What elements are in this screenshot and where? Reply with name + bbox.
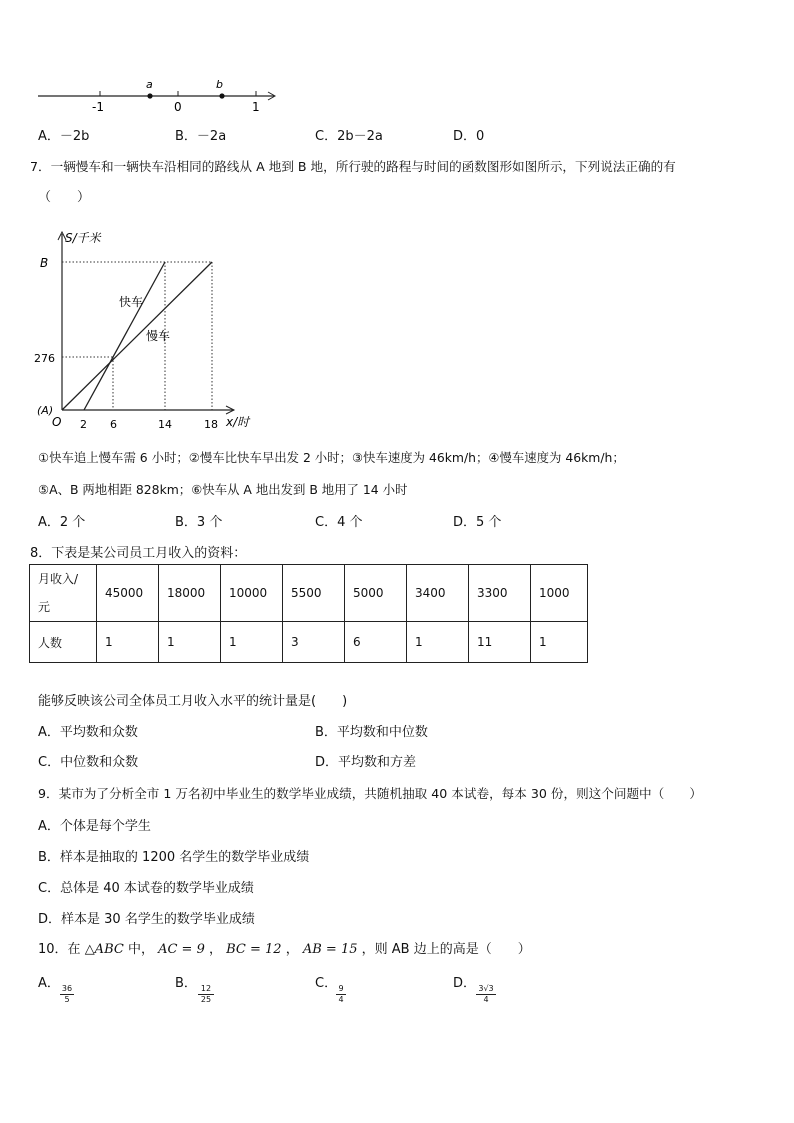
- q8-option-b[interactable]: B．平均数和中位数: [315, 725, 428, 740]
- q10-triangle: △ABC: [84, 942, 124, 957]
- count-cell: 1: [407, 622, 469, 663]
- q7-option-b[interactable]: B．3 个: [175, 515, 223, 530]
- q8-stem: 8．下表是某公司员工月收入的资料：: [30, 546, 247, 561]
- point-a: [147, 93, 152, 98]
- number-line: [30, 74, 290, 114]
- header-line1: 月收入/: [38, 572, 79, 586]
- fast-car-label: 快车: [119, 295, 144, 309]
- numerator: 12: [200, 984, 212, 993]
- q7-stem: 7．一辆慢车和一辆快车沿相同的路线从 A 地到 B 地，所行驶的路程与时间的函数图形如图所示，下列说法正确的有: [30, 159, 676, 174]
- denominator: 5: [60, 994, 74, 1005]
- q10-fraction-b: [198, 984, 214, 1005]
- y-tick-B: B: [40, 256, 49, 270]
- count-cell: 1: [159, 622, 221, 663]
- q10-option-c[interactable]: [315, 972, 337, 991]
- q9-stem: 9．某市为了分析全市 1 万名初中毕业生的数学毕业成绩，共随机抽取 40 本试卷，每本 30 份，则这个问题中（ ）: [38, 786, 703, 801]
- q10-option-b[interactable]: [175, 972, 197, 991]
- income-cell: 1000: [531, 565, 588, 622]
- option-letter: A．: [38, 976, 60, 991]
- q10-fraction-c: [336, 984, 346, 1005]
- q9-option-b[interactable]: B．样本是抽取的 1200 名学生的数学毕业成绩: [38, 850, 310, 865]
- income-cell: 5500: [283, 565, 345, 622]
- numerator: 3√3: [478, 984, 494, 993]
- count-cell: 1: [97, 622, 159, 663]
- origin-A-label: (A): [37, 404, 54, 417]
- denominator: 4: [476, 994, 496, 1005]
- q10-ab: AB = 15: [302, 942, 358, 957]
- origin-O-label: O: [52, 415, 62, 429]
- count-cell: 3: [283, 622, 345, 663]
- x-axis-label: x/时: [226, 415, 250, 429]
- tick-label-0: 0: [174, 100, 182, 114]
- q10-ac: AC = 9: [158, 942, 205, 957]
- income-cell: 10000: [221, 565, 283, 622]
- header-cell-count: 人数: [30, 622, 97, 663]
- option-letter: B．: [175, 976, 197, 991]
- x-tick-14: 14: [158, 418, 172, 431]
- count-cell: 6: [345, 622, 407, 663]
- q8-option-d[interactable]: D．平均数和方差: [315, 755, 417, 770]
- x-tick-18: 18: [204, 418, 218, 431]
- tick-label-1: 1: [252, 100, 260, 114]
- income-cell: 3400: [407, 565, 469, 622]
- q6-option-a[interactable]: A．－2b: [38, 129, 90, 144]
- point-a-label: a: [146, 78, 153, 91]
- q6-option-b[interactable]: B．－2a: [175, 129, 227, 144]
- q9-option-a[interactable]: A．个体是每个学生: [38, 819, 151, 834]
- numerator: 9: [338, 984, 344, 993]
- count-cell: 1: [531, 622, 588, 663]
- slow-car-label: 慢车: [146, 329, 171, 343]
- header-cell-income: [30, 565, 97, 622]
- income-table: [29, 564, 588, 663]
- option-letter: D．: [453, 976, 477, 991]
- q10-fraction-d: [476, 984, 496, 1005]
- x-tick-2: 2: [80, 418, 87, 431]
- q7-answer-paren: （ ）: [38, 190, 91, 205]
- income-cell: 45000: [97, 565, 159, 622]
- numerator: 36: [61, 984, 73, 993]
- income-cell: 18000: [159, 565, 221, 622]
- q7-distance-time-graph: [28, 226, 258, 436]
- q9-option-d[interactable]: D．样本是 30 名学生的数学毕业成绩: [38, 912, 255, 927]
- q10-suffix: ，则 AB 边上的高是（ ）: [357, 942, 531, 957]
- point-b: [219, 93, 224, 98]
- denominator: 25: [198, 994, 214, 1005]
- table-row-count: [30, 622, 588, 663]
- income-cell: 3300: [469, 565, 531, 622]
- count-cell: 1: [221, 622, 283, 663]
- q10-stem: [38, 938, 531, 957]
- q7-statements-line1: ①快车追上慢车需 6 小时；②慢车比快车早出发 2 小时；③快车速度为 46km/h；④慢车速度为 46km/h；: [38, 450, 625, 465]
- q10-mid2: ，: [204, 942, 227, 957]
- q10-bc: BC = 12: [226, 942, 282, 957]
- tick-label-minus-1: -1: [92, 100, 104, 114]
- point-b-label: b: [216, 78, 223, 91]
- q7-option-c[interactable]: C．4 个: [315, 515, 363, 530]
- table-row-income: [30, 565, 588, 622]
- option-letter: C．: [315, 976, 338, 991]
- q10-option-d[interactable]: [453, 972, 476, 991]
- q9-option-c[interactable]: C．总体是 40 本试卷的数学毕业成绩: [38, 881, 254, 896]
- x-tick-6: 6: [110, 418, 117, 431]
- y-axis-label: S/千米: [65, 231, 101, 245]
- q10-mid1: 中，: [123, 942, 159, 957]
- q7-option-d[interactable]: D．5 个: [453, 515, 502, 530]
- header-line2: 元: [38, 600, 51, 614]
- q8-option-a[interactable]: A．平均数和众数: [38, 725, 138, 740]
- count-cell: 11: [469, 622, 531, 663]
- q10-fraction-a: [60, 984, 74, 1005]
- denominator: 4: [336, 994, 346, 1005]
- q10-option-a[interactable]: [38, 972, 60, 991]
- q8-question: 能够反映该公司全体员工月收入水平的统计量是( ): [38, 694, 348, 709]
- q6-option-c[interactable]: C．2b－2a: [315, 129, 383, 144]
- q7-option-a[interactable]: A．2 个: [38, 515, 86, 530]
- q8-option-c[interactable]: C．中位数和众数: [38, 755, 139, 770]
- q7-statements-line2: ⑤A、B 两地相距 828km；⑥快车从 A 地出发到 B 地用了 14 小时: [38, 482, 408, 497]
- q10-prefix: 10．在: [38, 942, 85, 957]
- slow-car-line: [62, 262, 212, 410]
- q6-option-d[interactable]: D．0: [453, 129, 485, 144]
- q10-mid3: ，: [281, 942, 303, 957]
- income-cell: 5000: [345, 565, 407, 622]
- y-tick-276: 276: [34, 352, 55, 365]
